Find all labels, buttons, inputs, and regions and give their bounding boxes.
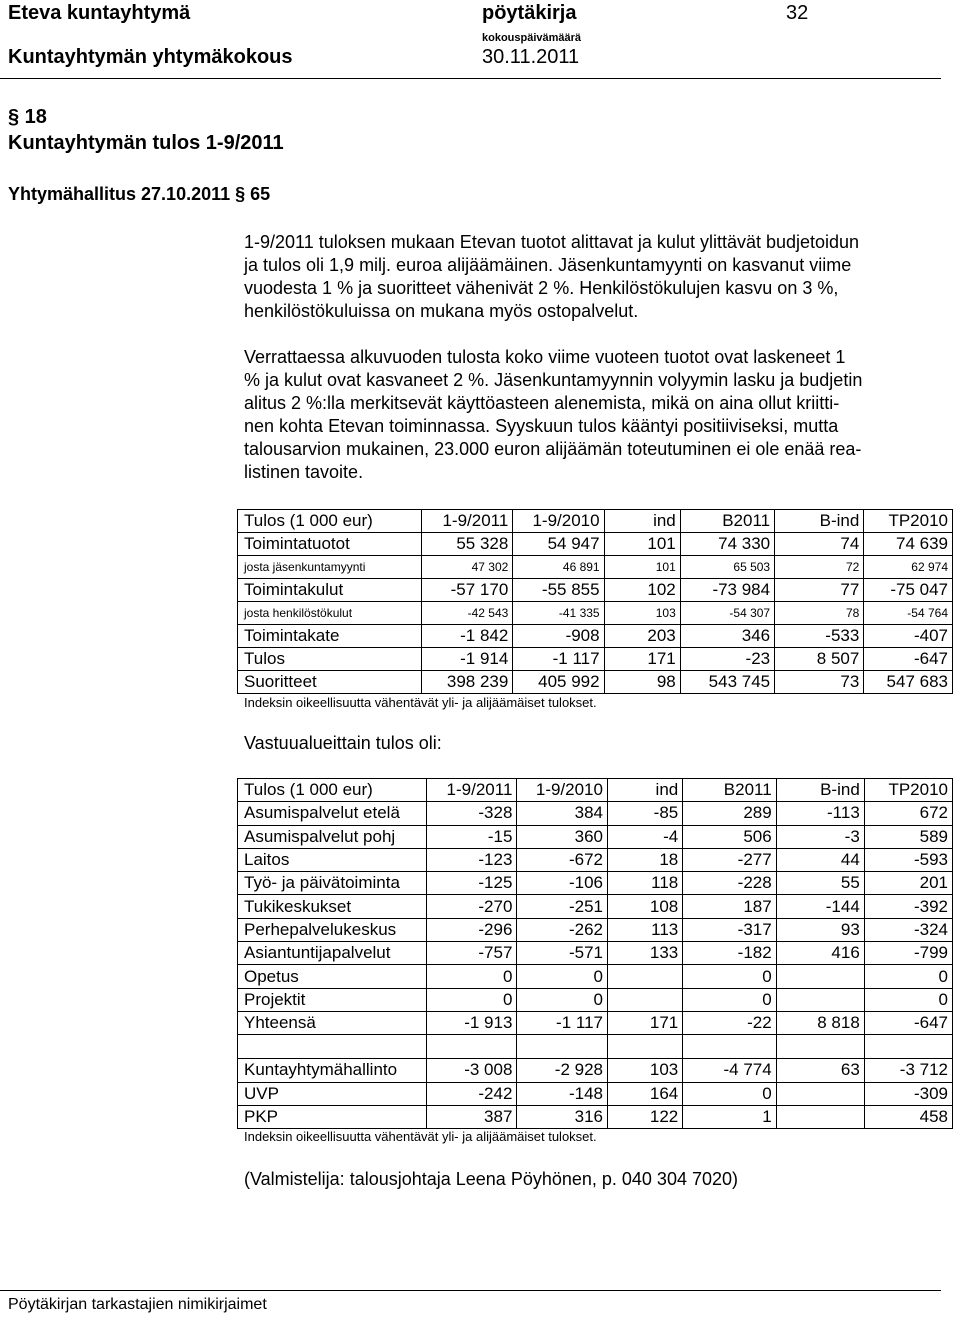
value-cell: 65 503 — [680, 556, 774, 579]
table-row — [238, 802, 953, 825]
footer-initials-label: Pöytäkirjan tarkastajien nimikirjaimet — [8, 1296, 267, 1313]
value-cell — [427, 1035, 517, 1059]
value-cell: 108 — [607, 895, 682, 918]
table-row — [238, 918, 953, 941]
value-cell: 118 — [607, 872, 682, 895]
value-cell: 1-9/2011 — [427, 779, 517, 802]
value-cell: 54 947 — [513, 533, 604, 556]
value-cell: -57 170 — [422, 579, 513, 602]
value-cell: 101 — [604, 533, 680, 556]
row-label-cell: Perhepalvelukeskus — [238, 918, 427, 941]
table-row — [238, 671, 953, 694]
value-cell: -1 842 — [422, 625, 513, 648]
value-cell: 360 — [517, 825, 608, 848]
table-header-row — [238, 779, 953, 802]
value-cell: -144 — [776, 895, 864, 918]
value-cell — [607, 988, 682, 1011]
row-label-cell: Toimintakulut — [238, 579, 422, 602]
header-rule — [0, 78, 941, 79]
value-cell: 46 891 — [513, 556, 604, 579]
value-cell: 1-9/2010 — [517, 779, 608, 802]
value-cell: 387 — [427, 1105, 517, 1128]
row-label-cell: Asiantuntijapalvelut — [238, 942, 427, 965]
value-cell: -647 — [864, 1011, 952, 1034]
value-cell: 8 818 — [776, 1011, 864, 1034]
value-cell: -324 — [864, 918, 952, 941]
table-note: Indeksin oikeellisuutta vähentävät yli- ja alijäämäiset tulokset. — [244, 1129, 597, 1144]
value-cell: ind — [604, 510, 680, 533]
value-cell: -123 — [427, 848, 517, 871]
value-cell: 63 — [776, 1059, 864, 1082]
value-cell: -2 928 — [517, 1059, 608, 1082]
row-label-cell: Opetus — [238, 965, 427, 988]
value-cell: B2011 — [680, 510, 774, 533]
row-label-cell: josta henkilöstökulut — [238, 602, 422, 625]
value-cell: 187 — [683, 895, 776, 918]
value-cell: -1 117 — [513, 648, 604, 671]
row-label-cell — [238, 1035, 427, 1059]
value-cell: B2011 — [683, 779, 776, 802]
value-cell: 201 — [864, 872, 952, 895]
table-row — [238, 579, 953, 602]
value-cell: -73 984 — [680, 579, 774, 602]
value-cell: 0 — [683, 965, 776, 988]
table-row — [238, 848, 953, 871]
footer-rule — [0, 1290, 941, 1291]
row-label-cell: PKP — [238, 1105, 427, 1128]
value-cell: ind — [607, 779, 682, 802]
value-cell: -1 913 — [427, 1011, 517, 1034]
value-cell: -106 — [517, 872, 608, 895]
table-row — [238, 533, 953, 556]
value-cell: -242 — [427, 1082, 517, 1105]
paragraph-line: Verrattaessa alkuvuoden tulosta koko viime vuoteen tuotot ovat laskeneet 1 — [244, 347, 846, 367]
value-cell: -41 335 — [513, 602, 604, 625]
value-cell: 74 639 — [864, 533, 953, 556]
section-reference: Yhtymähallitus 27.10.2011 § 65 — [8, 184, 271, 204]
value-cell: -277 — [683, 848, 776, 871]
value-cell: 203 — [604, 625, 680, 648]
row-label-cell: Projektit — [238, 988, 427, 1011]
unit-results-table — [237, 778, 953, 1129]
value-cell: 0 — [427, 965, 517, 988]
value-cell: 133 — [607, 942, 682, 965]
value-cell: 47 302 — [422, 556, 513, 579]
table-row — [238, 648, 953, 671]
value-cell: -228 — [683, 872, 776, 895]
paragraph-line: 1-9/2011 tuloksen mukaan Etevan tuotot alittavat ja kulut ylittävät budjetoidun — [244, 232, 860, 252]
row-label-cell: Tulos (1 000 eur) — [238, 510, 422, 533]
table-header-row — [238, 510, 953, 533]
value-cell: -55 855 — [513, 579, 604, 602]
table-row — [238, 625, 953, 648]
value-cell: 316 — [517, 1105, 608, 1128]
value-cell: 1 — [683, 1105, 776, 1128]
value-cell: -647 — [864, 648, 953, 671]
value-cell: -672 — [517, 848, 608, 871]
value-cell: 62 974 — [864, 556, 953, 579]
row-label-cell: Yhteensä — [238, 1011, 427, 1034]
value-cell — [517, 1035, 608, 1059]
value-cell: 113 — [607, 918, 682, 941]
preparer-note: (Valmistelija: talousjohtaja Leena Pöyhönen, p. 040 304 7020) — [244, 1169, 739, 1189]
value-cell: 0 — [683, 1082, 776, 1105]
meeting-name: Kuntayhtymän yhtymäkokous — [8, 46, 293, 68]
value-cell: -75 047 — [864, 579, 953, 602]
row-label-cell: Toimintatuotot — [238, 533, 422, 556]
org-name: Eteva kuntayhtymä — [8, 2, 191, 24]
value-cell: B-ind — [776, 779, 864, 802]
paragraph-line: nen kohta Etevan toiminnassa. Syyskuun tulos kääntyi positiiviseksi, mutta — [244, 416, 839, 436]
value-cell: 0 — [864, 988, 952, 1011]
value-cell: 74 330 — [680, 533, 774, 556]
value-cell: 74 — [775, 533, 864, 556]
value-cell: 93 — [776, 918, 864, 941]
value-cell: 547 683 — [864, 671, 953, 694]
value-cell: -4 — [607, 825, 682, 848]
value-cell: 8 507 — [775, 648, 864, 671]
value-cell: -1 117 — [517, 1011, 608, 1034]
value-cell: 73 — [775, 671, 864, 694]
value-cell: 405 992 — [513, 671, 604, 694]
value-cell: -4 774 — [683, 1059, 776, 1082]
table-row — [238, 1082, 953, 1105]
value-cell: 103 — [604, 602, 680, 625]
value-cell: 171 — [607, 1011, 682, 1034]
value-cell: 458 — [864, 1105, 952, 1128]
value-cell: -182 — [683, 942, 776, 965]
value-cell: -125 — [427, 872, 517, 895]
value-cell: -23 — [680, 648, 774, 671]
value-cell: -3 712 — [864, 1059, 952, 1082]
value-cell: -148 — [517, 1082, 608, 1105]
table-row — [238, 942, 953, 965]
value-cell: -251 — [517, 895, 608, 918]
value-cell: 55 328 — [422, 533, 513, 556]
value-cell: 77 — [775, 579, 864, 602]
value-cell: 101 — [604, 556, 680, 579]
value-cell: -54 307 — [680, 602, 774, 625]
value-cell: -262 — [517, 918, 608, 941]
value-cell: -908 — [513, 625, 604, 648]
doc-type: pöytäkirja — [482, 2, 577, 24]
paragraph-line: vuodesta 1 % ja suoritteet vähenivät 2 %. Henkilöstökulujen kasvu on 3 %, — [244, 278, 839, 298]
value-cell: -42 543 — [422, 602, 513, 625]
value-cell: TP2010 — [864, 510, 953, 533]
value-cell: -533 — [775, 625, 864, 648]
value-cell: 98 — [604, 671, 680, 694]
paragraph-line: alitus 2 %:lla merkitsevät käyttöasteen alenemista, mikä on aina ollut kriitti- — [244, 393, 840, 413]
row-label-cell: Asumispalvelut pohj — [238, 825, 427, 848]
table-row — [238, 825, 953, 848]
table-note: Indeksin oikeellisuutta vähentävät yli- ja alijäämäiset tulokset. — [244, 695, 597, 710]
value-cell: 0 — [517, 988, 608, 1011]
table-spacer-row — [238, 1035, 953, 1059]
value-cell: 18 — [607, 848, 682, 871]
value-cell: 416 — [776, 942, 864, 965]
meeting-date: 30.11.2011 — [482, 46, 580, 68]
value-cell: -407 — [864, 625, 953, 648]
value-cell: -85 — [607, 802, 682, 825]
row-label-cell: Tulos — [238, 648, 422, 671]
value-cell: B-ind — [775, 510, 864, 533]
value-cell — [776, 965, 864, 988]
results-table — [237, 509, 953, 694]
value-cell: 384 — [517, 802, 608, 825]
value-cell: -296 — [427, 918, 517, 941]
paragraph-line: listinen tavoite. — [244, 462, 364, 482]
paragraph-1 — [244, 231, 859, 323]
value-cell — [683, 1035, 776, 1059]
value-cell: 346 — [680, 625, 774, 648]
row-label-cell: Tukikeskukset — [238, 895, 427, 918]
section-number: § 18 — [8, 106, 47, 128]
value-cell — [607, 965, 682, 988]
value-cell: -113 — [776, 802, 864, 825]
value-cell: -328 — [427, 802, 517, 825]
row-label-cell: Asumispalvelut etelä — [238, 802, 427, 825]
value-cell: TP2010 — [864, 779, 952, 802]
row-label-cell: Työ- ja päivätoiminta — [238, 872, 427, 895]
paragraph-line: ja tulos oli 1,9 milj. euroa alijäämäinen. Jäsenkuntamyynti on kasvanut viime — [244, 255, 852, 275]
value-cell: -270 — [427, 895, 517, 918]
value-cell: -3 008 — [427, 1059, 517, 1082]
value-cell: 0 — [864, 965, 952, 988]
value-cell: -1 914 — [422, 648, 513, 671]
value-cell: -392 — [864, 895, 952, 918]
paragraph-line: talousarvion mukainen, 23.000 euron alijäämän toteutuminen ei ole enää rea- — [244, 439, 862, 459]
value-cell: 543 745 — [680, 671, 774, 694]
value-cell: -799 — [864, 942, 952, 965]
value-cell: 164 — [607, 1082, 682, 1105]
paragraph-line: henkilöstökuluissa on mukana myös ostopalvelut. — [244, 301, 639, 321]
value-cell: 289 — [683, 802, 776, 825]
row-label-cell: josta jäsenkuntamyynti — [238, 556, 422, 579]
value-cell: 55 — [776, 872, 864, 895]
value-cell — [776, 988, 864, 1011]
table-row — [238, 556, 953, 579]
value-cell: 1-9/2010 — [513, 510, 604, 533]
value-cell: 1-9/2011 — [422, 510, 513, 533]
value-cell: -571 — [517, 942, 608, 965]
value-cell: 0 — [427, 988, 517, 1011]
value-cell: 398 239 — [422, 671, 513, 694]
value-cell: 122 — [607, 1105, 682, 1128]
row-label-cell: Suoritteet — [238, 671, 422, 694]
value-cell: 44 — [776, 848, 864, 871]
value-cell: 103 — [607, 1059, 682, 1082]
paragraph-2 — [244, 346, 862, 484]
value-cell: 0 — [517, 965, 608, 988]
row-label-cell: Laitos — [238, 848, 427, 871]
table-row — [238, 1105, 953, 1128]
page-number: 32 — [786, 2, 809, 24]
table-row — [238, 602, 953, 625]
table-row — [238, 988, 953, 1011]
table-row — [238, 872, 953, 895]
table-row — [238, 1011, 953, 1034]
row-label-cell: Toimintakate — [238, 625, 422, 648]
value-cell: 78 — [775, 602, 864, 625]
paragraph-line: % ja kulut ovat kasvaneet 2 %. Jäsenkuntamyynnin volyymin lasku ja budjetin — [244, 370, 863, 390]
value-cell: -22 — [683, 1011, 776, 1034]
value-cell — [776, 1082, 864, 1105]
section-title: Kuntayhtymän tulos 1-9/2011 — [8, 132, 284, 154]
value-cell: -593 — [864, 848, 952, 871]
value-cell: 672 — [864, 802, 952, 825]
value-cell: -309 — [864, 1082, 952, 1105]
value-cell — [607, 1035, 682, 1059]
value-cell — [776, 1035, 864, 1059]
value-cell: -15 — [427, 825, 517, 848]
table-row — [238, 965, 953, 988]
date-label: kokouspäivämäärä — [482, 32, 582, 44]
value-cell: -757 — [427, 942, 517, 965]
row-label-cell: Kuntayhtymähallinto — [238, 1059, 427, 1082]
value-cell — [776, 1105, 864, 1128]
unit-results-heading: Vastuualueittain tulos oli: — [244, 733, 442, 753]
value-cell: 0 — [683, 988, 776, 1011]
table-row — [238, 895, 953, 918]
value-cell: 72 — [775, 556, 864, 579]
value-cell: -54 764 — [864, 602, 953, 625]
value-cell: 506 — [683, 825, 776, 848]
row-label-cell: UVP — [238, 1082, 427, 1105]
value-cell: 171 — [604, 648, 680, 671]
value-cell: -3 — [776, 825, 864, 848]
row-label-cell: Tulos (1 000 eur) — [238, 779, 427, 802]
value-cell: 102 — [604, 579, 680, 602]
value-cell: 589 — [864, 825, 952, 848]
value-cell — [864, 1035, 952, 1059]
value-cell: -317 — [683, 918, 776, 941]
table-row — [238, 1059, 953, 1082]
